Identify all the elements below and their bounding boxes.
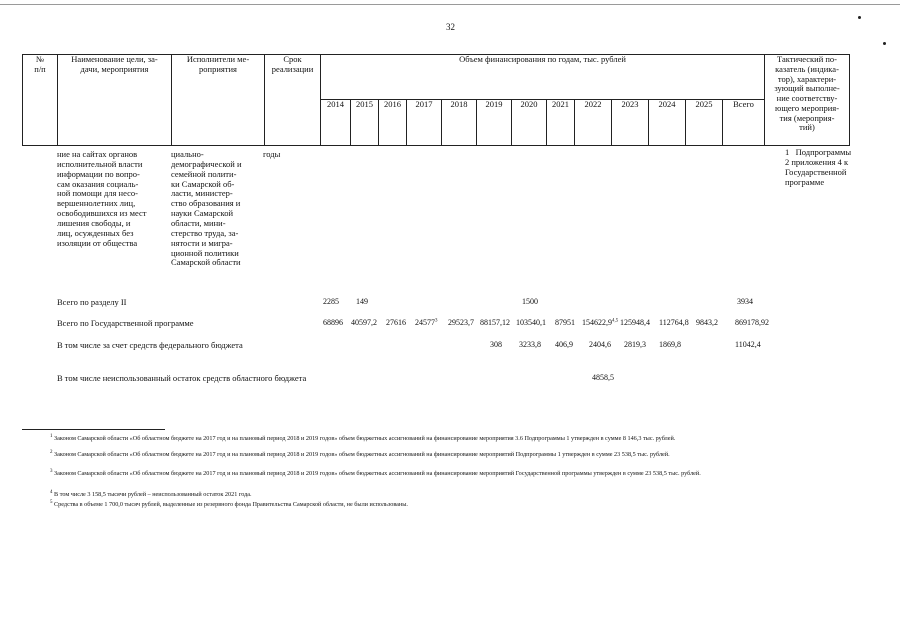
summary-value: 2285 (323, 297, 339, 306)
footnote-mark: 2 (50, 450, 53, 455)
footnote-mark: 4 (50, 490, 53, 495)
summary-label-federal: В том числе за счет средств федерального бюджета (57, 340, 243, 350)
year-2016: 2016 (379, 100, 407, 146)
summary-value-2022: 154622,9 (582, 318, 612, 327)
footnote-separator (22, 429, 165, 430)
summary-value: 406,9 (555, 340, 573, 349)
summary-value: 40597,2 (351, 318, 377, 327)
summary-value: 869178,92 (735, 318, 769, 327)
continued-indicator: 1 Подпрограммы 2 приложения 4 к Государственной программе (785, 147, 852, 187)
summary-value: 112764,8 (659, 318, 689, 327)
year-2021: 2021 (547, 100, 575, 146)
continued-measure-name: ние на сайтах органов исполнительной власти информации по вопро- сам оказания социаль- ной помощи для несо- вершеннолетних лиц, освободившихся из мест лишения свободы, и лиц, осужденных без изоляции от общества (57, 149, 147, 248)
footnote (22, 469, 882, 478)
header-term: Срок реализации (265, 55, 321, 146)
year-2022: 2022 (575, 100, 612, 146)
summary-value: 27616 (386, 318, 406, 327)
financing-table-header (22, 54, 850, 146)
summary-value: 1500 (522, 297, 538, 306)
summary-value: 9843,2 (696, 318, 718, 327)
year-2025: 2025 (686, 100, 723, 146)
footnote-text: Законом Самарской области «Об областном бюджете на 2017 год и на плановый период 2018 и 2019 годов» объем бюджетных ассигнований на финансирование мероприятий Подпрограммы 1 утвержден в сумме 23 538,5 тыс. рублей. (54, 451, 670, 459)
footnote-mark: 1 (50, 434, 53, 439)
year-2020: 2020 (512, 100, 547, 146)
summary-value: 3233,8 (519, 340, 541, 349)
summary-value: 149 (356, 297, 368, 306)
summary-value: 11042,4 (735, 340, 761, 349)
speck-mark (858, 16, 861, 19)
footnote-mark: 5 (50, 500, 53, 505)
footnote (22, 434, 882, 443)
year-2017: 2017 (407, 100, 442, 146)
summary-value: 103540,1 (516, 318, 546, 327)
footnote (22, 450, 882, 459)
summary-label-section: Всего по разделу II (57, 297, 127, 307)
summary-value (415, 318, 438, 327)
top-edge-line (0, 4, 900, 5)
header-executors: Исполнители ме- роприятия (172, 55, 265, 146)
footnote-text: Средства в объеме 1 700,0 тысяч рублей, выделенные из резервного фонда Правительства Самарской области, не были использованы. (54, 501, 408, 509)
continued-executors: циально- демографической и семейной полити- ки Самарской об- ласти, министер- ство образования и науки Самарской области, мини- стерство труда, за- нятости и мигра- ционной политики Самарской области (171, 149, 242, 268)
summary-value: 308 (490, 340, 502, 349)
summary-value: 29523,7 (448, 318, 474, 327)
summary-value-2017: 24577 (415, 318, 435, 327)
summary-value: 2819,3 (624, 340, 646, 349)
year-2014: 2014 (321, 100, 351, 146)
summary-value: 125948,4 (620, 318, 650, 327)
footnote-text: Законом Самарской области «Об областном бюджете на 2017 год и на плановый период 2018 и 2019 годов» объем бюджетных ассигнований на финансирование мероприятий Государственной программы утвержден в сумме 23 538,5 тыс. рублей. (54, 470, 701, 478)
footnote (22, 500, 882, 509)
footnote-mark: 3 (50, 469, 53, 474)
page-number: 32 (446, 22, 455, 32)
year-2023: 2023 (612, 100, 649, 146)
summary-value: 88157,12 (480, 318, 510, 327)
summary-value: 87951 (555, 318, 575, 327)
year-2015: 2015 (351, 100, 379, 146)
continued-term: годы (263, 149, 281, 159)
footnote (22, 490, 882, 499)
header-name: Наименование цели, за- дачи, мероприятия (58, 55, 172, 146)
summary-value (582, 318, 618, 327)
footnote-ref: 4,5 (612, 318, 619, 324)
header-financing: Объем финансирования по годам, тыс. рублей (321, 55, 765, 100)
summary-value: 1869,8 (659, 340, 681, 349)
summary-value: 3934 (737, 297, 753, 306)
header-number: № п/п (23, 55, 58, 146)
header-indicator: Тактический по- казатель (индика- тор), характери- зующий выполне- ние соответству- ющего мероприя- тия (мероприя- тий) (765, 55, 850, 146)
summary-value: 68896 (323, 318, 343, 327)
year-2019: 2019 (477, 100, 512, 146)
footnote-ref: 3 (435, 318, 438, 324)
year-2018: 2018 (442, 100, 477, 146)
footnote-text: Законом Самарской области «Об областном бюджете на 2017 год и на плановый период 2018 и 2019 годов» объем бюджетных ассигнований на финансирование мероприятия 3.6 Подпрограммы 1 утвержден в сумме 8 146,3 тыс. рублей. (54, 435, 676, 443)
summary-value: 2404,6 (589, 340, 611, 349)
footnote-text: В том числе 3 158,5 тысячи рублей – неиспользованный остаток 2021 года. (54, 491, 252, 499)
year-2024: 2024 (649, 100, 686, 146)
summary-label-program: Всего по Государственной программе (57, 318, 194, 328)
speck-mark (883, 42, 886, 45)
summary-label-unused-balance: В том числе неиспользованный остаток средств областного бюджета (57, 373, 307, 383)
summary-value: 4858,5 (592, 373, 614, 382)
year-total: Всего (723, 100, 765, 146)
